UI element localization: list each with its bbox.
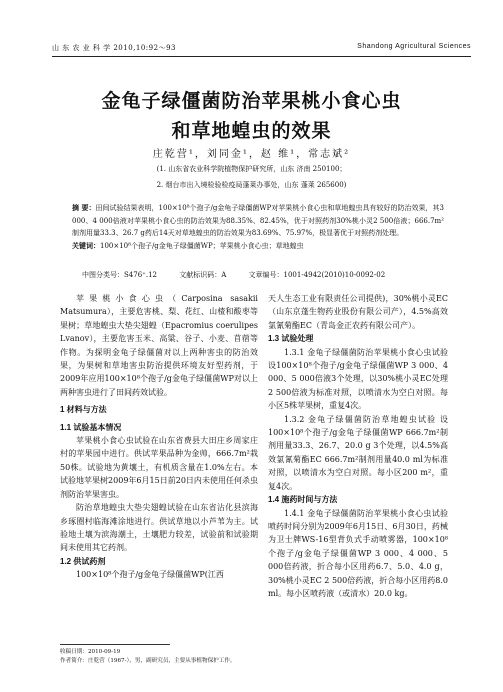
section-1-3-heading: 1.3 试验处理 [268,334,314,344]
abstract-label: 摘 要： [72,203,96,212]
article-number: 文章编号：1001-4942(2010)10-0092-02 [248,271,386,279]
section-1-4-1-paragraph: 1.4.1 金龟子绿僵菌防治苹果桃小食心虫试验 喷药时间分别为2009年6月15日、6月30日，药械为卫士牌WS-16型背负式手动喷雾器，100×10⁸个孢子/g金龟子绿僵菌WP 3 000、4 000、5 000倍药液，折合每小区用药6.7、5.0、4.0 g，30%桃小灵EC 2 500倍药液，折合每小区用药8.0 ml。每小区喷药液（或清水）20.0 kg。 [268,508,448,598]
keywords-text: 100×10⁸个孢子/g金龟子绿僵菌WP；苹果桃小食心虫；草地蝗虫 [100,241,304,250]
body-column-right [268,292,448,600]
journal-en: Shandong Agricultural Sciences [357,43,471,50]
footnote-author: 作者简介：庄乾营（1967-），男，副研究员，主要从事植物保护工作。 [60,658,236,664]
keywords-label: 关键词： [72,240,100,250]
intro-paragraph: 苹果桃小食心虫（Carposina sasakii Matsumura），主要危害桃、梨、花红、山楂和酸枣等果树；草地蝗虫大垫尖翅蝗（Epacromius coerulipes Lvanov），主要危害玉米、高粱、谷子、小麦、苜蓿等作物。为探明金龟子绿僵菌对以上两种害虫的防治效果，为果树和草地害虫防治提供环境友好型药剂，于2009年应用100×10⁸个孢子/g金龟子绿僵菌WP对以上两种害虫进行了田间药效试验。 [60,294,258,397]
section-1-1-paragraph-2: 防治草地蝗虫大垫尖翅蝗试验在山东省沾化县滨海乡琢圈村临海滩涂地进行。供试草地以小芦苇为主。试验地土壤为滨海潮土，土壤肥力较差，试验前和试验期间未使用其它药剂。 [60,503,258,553]
section-1-heading: 1 材料与方法 [60,405,107,415]
abstract [72,202,444,252]
section-1-2-heading: 1.2 供试药剂 [60,556,106,566]
section-1-1-heading: 1.1 试验基本情况 [60,422,122,432]
title-line-1: 金龟子绿僵菌防治苹果桃小食心虫 [101,90,402,112]
running-header [52,40,471,57]
document-code: 文献标识码：A [179,271,227,279]
classification-line [82,270,442,280]
affiliation-1: (1. 山东省农业科学院植物保护研究所，山东 济南 250100； [156,165,347,173]
footnote-rule [60,644,170,645]
title-line-2: 和草地蝗虫的效果 [171,120,332,142]
journal-cn: 山 东 农 业 科 学 2010,10:92～93 [52,44,176,52]
section-1-3-1-paragraph: 1.3.1 金龟子绿僵菌防治苹果桃小食心虫试验 设100×10⁸个孢子/g金龟子绿僵菌WP 3 000、4 000、5 000倍液3个处理，以30%桃小灵EC处理2 500倍液为标准对照，以喷清水为空白对照。每小区5株苹果树，重复4次。 [268,347,448,411]
body-column-left [60,292,258,582]
affiliation-2: 2. 烟台市出入境检验检疫局蓬莱办事处，山东 蓬莱 265600) [156,181,347,189]
section-1-2-paragraph: 100×10⁸个孢子/g金龟子绿僵菌WP(江西 [76,570,224,580]
section-1-1-paragraph-1: 苹果桃小食心虫试验在山东省费县大田庄乡周家庄村的苹果园中进行。供试苹果品种为金帅，666.7m²栽50株。试验地为黄壤土，有机质含量在1.0%左右。本试验地苹果树2009年6月15日前20日内未使用任何杀虫剂防治苹果害虫。 [60,436,258,499]
authors: 庄乾营¹，刘同金¹，赵 维¹，常志斌² [152,149,351,160]
footnote-received: 收稿日期：2010-09-19 [60,649,121,655]
footnotes [60,648,440,666]
continued-paragraph: 天人生态工业有限责任公司提供)，30%桃小灵EC（山东京蓬生物药业股份有限公司产），4.5%高效氯氰菊酯EC（青岛金正农药有限公司产）。 [268,294,448,330]
section-1-3-2-paragraph: 1.3.2 金龟子绿僵菌防治草地蝗虫试验 设100×10⁸个孢子/g金龟子绿僵菌WP 666.7m²制剂用量33.3、26.7、20.0 g 3个处理，以4.5%高效氯氰菊酯EC 666.7m²制剂用量40.0 ml为标准对照，以喷清水为空白对照。每小区200 m²，重复4次。 [268,414,448,491]
clc-number: 中图分类号：S476⁺.12 [82,271,157,279]
abstract-text: 田间试验结果表明，100×10⁸个孢子/g金龟子绿僵菌WP对苹果桃小食心虫和草地蝗虫具有较好的防治效果，其3 000、4 000倍液对苹果桃小食心虫的防治效果为88.35%、82.45%，优于对照药剂30%桃小灵2 500倍液；666.7m²制剂用量33.3、26.7 g药后14天对草地蝗虫的防治效果为83.69%、75.97%，极显著优于对照药剂处理。 [72,204,445,238]
section-1-4-heading: 1.4 施药时间与方法 [268,495,338,505]
